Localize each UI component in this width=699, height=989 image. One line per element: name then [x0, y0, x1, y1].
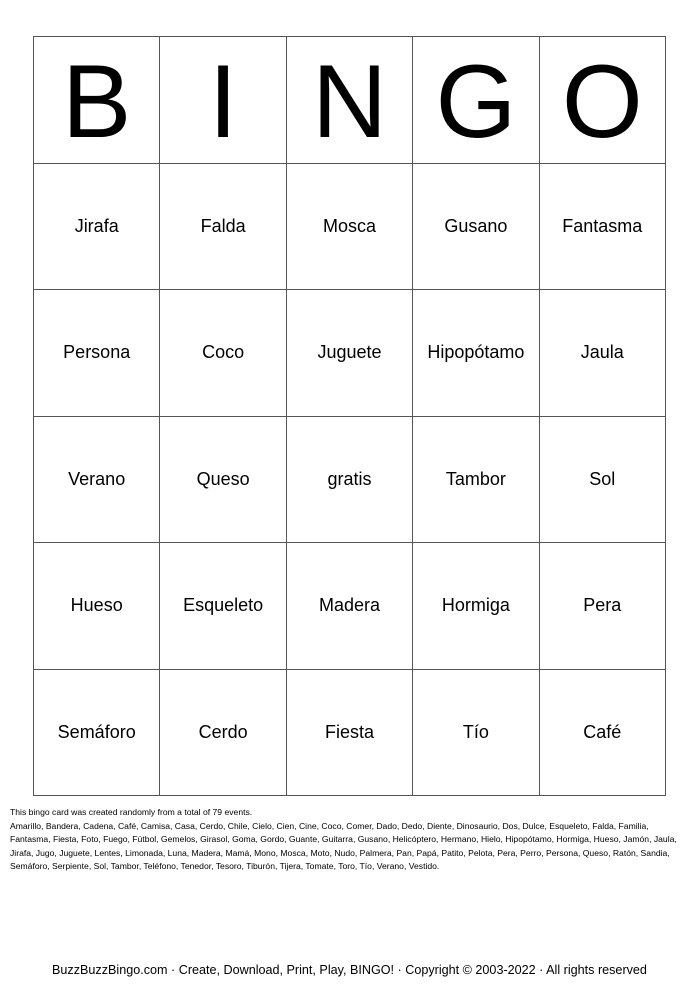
- card-info: [10, 806, 690, 874]
- info-intro: This bingo card was created randomly from a total of 79 events.: [10, 807, 253, 817]
- bingo-cell: Cerdo: [160, 670, 286, 797]
- bingo-cell: Madera: [287, 543, 413, 670]
- bingo-cell: Verano: [34, 417, 160, 544]
- bingo-cell: Pera: [540, 543, 666, 670]
- word-list: Amarillo, Bandera, Cadena, Café, Camisa, Casa, Cerdo, Chile, Cielo, Cien, Cine, Coco, Comer, Dado, Dedo, Diente, Dinosaurio, Dos, Dulce, Esqueleto, Falda, Familia, Fantasma, Fiesta, Foto, Fuego, Fútbol, Gemelos, Girasol, Goma, Gordo, Guante, Guitarra, Gusano, Helicóptero, Hermano, Hielo, Hipopótamo, Hormiga, Hueso, Jamón, Jaula, Jirafa, Jugo, Juguete, Lentes, Limonada, Luna, Madera, Mamá, Mono, Mosca, Moto, Nudo, Palmera, Pan, Papá, Patito, Pelota, Pera, Perro, Persona, Queso, Ratón, Sandia, Semáforo, Serpiente, Sol, Tambor, Teléfono, Tenedor, Tesoro, Tiburón, Tijera, Tomate, Toro, Tío, Verano, Vestido.: [10, 820, 677, 871]
- header-letter-i: I: [160, 37, 286, 164]
- bingo-cell: Hueso: [34, 543, 160, 670]
- bingo-card: [33, 36, 666, 796]
- bingo-cell: Tambor: [413, 417, 539, 544]
- footer-copyright: BuzzBuzzBingo.com · Create, Download, Print, Play, BINGO! · Copyright © 2003-2022 · All rights reserved: [52, 963, 647, 977]
- bingo-cell: Esqueleto: [160, 543, 286, 670]
- bingo-cell: Falda: [160, 164, 286, 291]
- bingo-cell: Mosca: [287, 164, 413, 291]
- bingo-cell: Semáforo: [34, 670, 160, 797]
- bingo-cell: Gusano: [413, 164, 539, 291]
- bingo-cell: Jirafa: [34, 164, 160, 291]
- free-space-cell: gratis: [287, 417, 413, 544]
- bingo-cell: Sol: [540, 417, 666, 544]
- bingo-cell: Hipopótamo: [413, 290, 539, 417]
- header-letter-b: B: [34, 37, 160, 164]
- bingo-cell: Fantasma: [540, 164, 666, 291]
- bingo-cell: Juguete: [287, 290, 413, 417]
- bingo-cell: Café: [540, 670, 666, 797]
- bingo-cell: Tío: [413, 670, 539, 797]
- bingo-cell: Persona: [34, 290, 160, 417]
- bingo-cell: Jaula: [540, 290, 666, 417]
- bingo-cell: Fiesta: [287, 670, 413, 797]
- header-letter-n: N: [287, 37, 413, 164]
- bingo-cell: Coco: [160, 290, 286, 417]
- header-letter-g: G: [413, 37, 539, 164]
- bingo-cell: Hormiga: [413, 543, 539, 670]
- header-letter-o: O: [540, 37, 666, 164]
- bingo-cell: Queso: [160, 417, 286, 544]
